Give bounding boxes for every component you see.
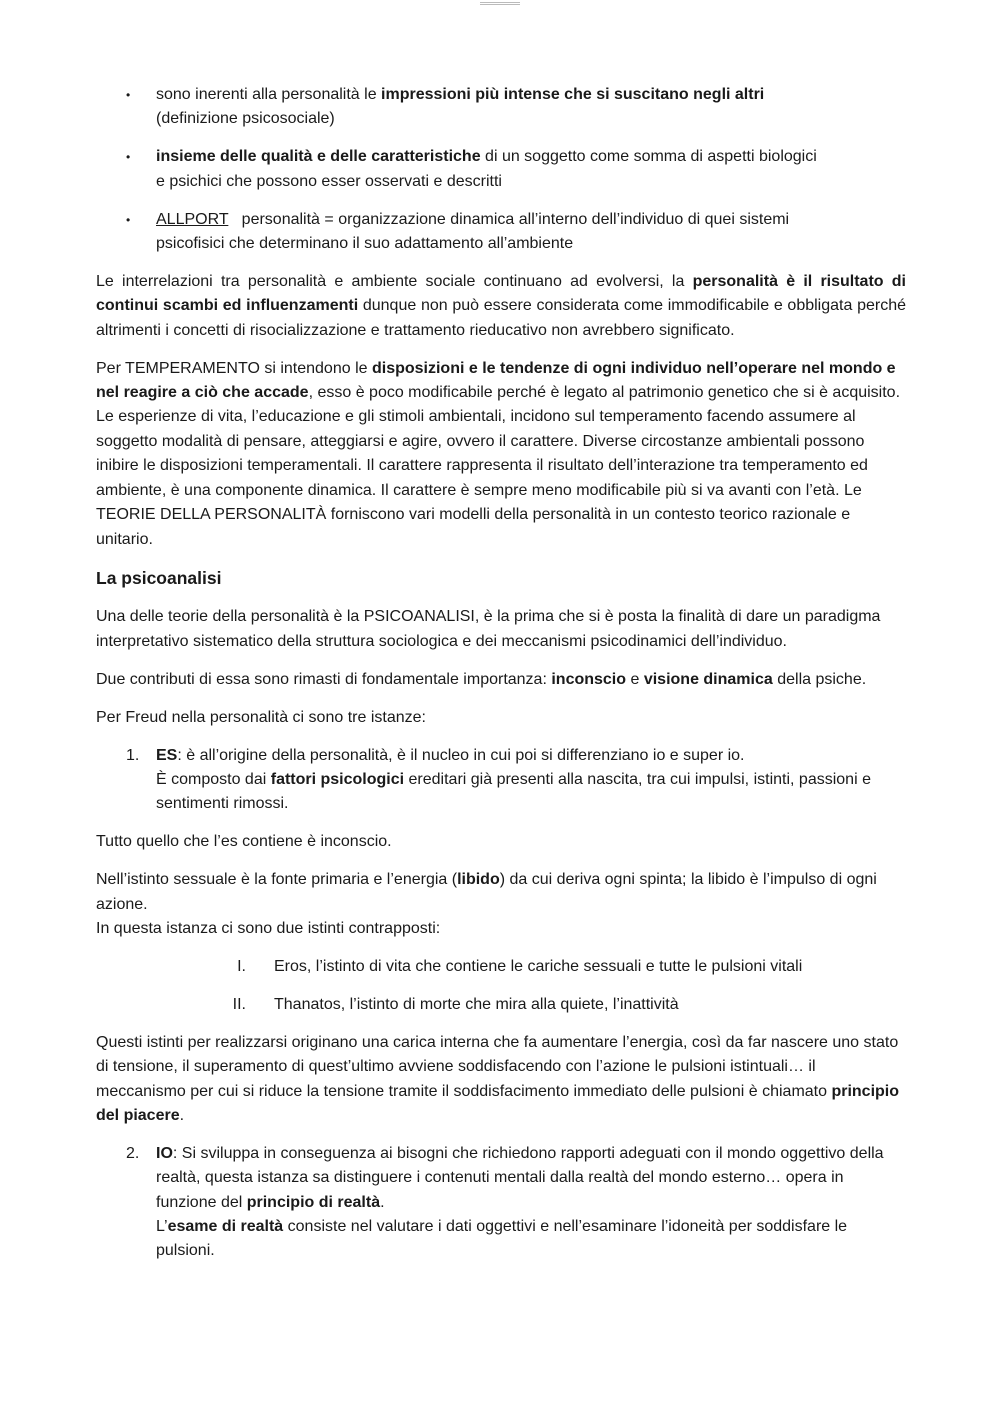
bold-span: personalità è il risultato di continui scambi ed influenzamenti bbox=[96, 272, 907, 315]
paragraph-principio-piacere bbox=[96, 1031, 906, 1129]
roman-number: II. bbox=[232, 995, 246, 1013]
bullet-icon: • bbox=[126, 88, 131, 102]
bullet-text: di un soggetto come somma di aspetti biologici bbox=[480, 148, 817, 166]
paragraph-temperamento bbox=[96, 357, 906, 552]
bold-span: inconscio bbox=[551, 670, 627, 688]
bold-span: esame di realtà bbox=[167, 1218, 284, 1236]
paragraph-freud: Per Freud nella personalità ci sono tre istanze: bbox=[96, 708, 426, 726]
bold-span: disposizioni e le tendenze di ogni individuo nell’operare nel mondo e nel reagire a ciò che accade bbox=[96, 359, 896, 402]
bullet-bold: insieme delle qualità e delle caratteristiche bbox=[156, 148, 481, 166]
bullet-bold: impressioni più intense che si suscitano negli altri bbox=[381, 86, 765, 103]
roman-item-thanatos bbox=[96, 993, 906, 1017]
bullet-text-line2: e psichici che possono esser osservati e descritti bbox=[156, 172, 502, 190]
bold-span: IO bbox=[156, 1144, 173, 1162]
paragraph-psicoanalisi: Una delle teorie della personalità è la PSICOANALISI, è la prima che si è posta la finalità di dare un paradigma interpretativo sistematico della struttura sociologica e dei meccanismi psicodinamici dell’individuo. bbox=[96, 608, 881, 650]
bullet-item bbox=[96, 83, 906, 132]
text-span: L’ bbox=[156, 1218, 168, 1236]
text-span: Le interrelazioni tra personalità e ambiente sociale continuano ad evolversi, la bbox=[96, 272, 693, 290]
bold-span: fattori psicologici bbox=[270, 770, 405, 788]
text-span: Thanatos, l’istinto di morte che mira alla quiete, l’inattività bbox=[274, 995, 679, 1013]
text-span: Nell’istinto sessuale è la fonte primaria e l’energia ( bbox=[96, 871, 458, 889]
bold-span: visione dinamica bbox=[643, 670, 773, 688]
paragraph-contributi bbox=[96, 668, 906, 692]
text-span: consiste nel valutare i dati oggettivi e nell’esaminare l’idoneità per soddisfare le pulsioni. bbox=[156, 1218, 848, 1260]
list-number: 2. bbox=[126, 1144, 140, 1162]
text-span: della psiche. bbox=[772, 670, 867, 688]
bullet-item bbox=[96, 208, 906, 257]
text-span: Per TEMPERAMENTO si intendono le bbox=[96, 359, 372, 377]
paragraph-libido bbox=[96, 868, 906, 941]
bold-span: principio del piacere bbox=[96, 1082, 900, 1124]
text-span: Due contributi di essa sono rimasti di fondamentale importanza: bbox=[96, 670, 552, 688]
text-span: : Si sviluppa in conseguenza ai bisogni che richiedono rapporti adeguati con il mondo oggettivo della realtà, questa istanza sa distinguere i contenuti mentali dalla realtà del mondo esterno… opera in funzione del bbox=[156, 1144, 884, 1211]
text-span: : è all’origine della personalità, è il nucleo in cui poi si differenziano io e super io. bbox=[177, 746, 745, 764]
text-span: Eros, l’istinto di vita che contiene le cariche sessuali e tutte le pulsioni vitali bbox=[274, 957, 803, 975]
allport-underlined: ALLPORT bbox=[156, 210, 229, 228]
text-span: ereditari già presenti alla nascita, tra cui impulsi, istinti, passioni e sentimenti rimossi. bbox=[156, 770, 871, 813]
bold-span: libido bbox=[457, 871, 500, 889]
text-span: In questa istanza ci sono due istinti contrapposti: bbox=[96, 919, 441, 937]
numbered-item-es bbox=[96, 744, 906, 817]
section-heading: La psicoanalisi bbox=[96, 568, 222, 589]
bullet-icon: • bbox=[126, 150, 131, 165]
header-mark bbox=[480, 1, 520, 5]
bold-span: ES bbox=[156, 746, 178, 764]
list-number: 1. bbox=[126, 746, 140, 764]
bullet-text-line2: (definizione psicosociale) bbox=[156, 110, 335, 128]
text-span: È composto dai bbox=[156, 770, 271, 788]
text-span: . bbox=[179, 1106, 185, 1124]
text-span: e bbox=[626, 670, 644, 688]
document-body bbox=[96, 83, 906, 1277]
paragraph-es-inconscio: Tutto quello che l’es contiene è inconscio. bbox=[96, 833, 392, 851]
text-span: , esso è poco modificabile perché è legato al patrimonio genetico che si è acquisito. bbox=[308, 384, 901, 402]
text-span: ) da cui deriva ogni spinta; la libido è l’impulso di ogni azione. bbox=[96, 871, 877, 913]
text-span: . bbox=[380, 1193, 385, 1211]
roman-number: I. bbox=[237, 957, 246, 975]
text-span: Questi istinti per realizzarsi originano una carica interna che fa aumentare l’energia, così da far nascere uno stato di tensione, il superamento di quest’ultimo avviene soddisfacendo con l’azione le pulsioni istintuali… il meccanismo per cui si riduce la tensione tramite il soddisfacimento immediato delle pulsioni è chiamato bbox=[96, 1033, 899, 1100]
text-span: Le esperienze di vita, l’educazione e gli stimoli ambientali, incidono sul temperamento facendo assumere al soggetto modalità di pensare, atteggiarsi e agire, ovvero il carattere. Diverse circostanze ambientali possono inibire le disposizioni temperamentali. Il carattere rappresenta il risultato dell’interazione tra temperamento ed ambiente, è una componente dinamica. Il carattere è sempre meno modificabile più si va avanti con l’età. Le TEORIE DELLA PERSONALITÀ forniscono vari modelli della personalità in un contesto teorico razionale e unitario. bbox=[96, 408, 868, 548]
bullet-icon: • bbox=[126, 212, 131, 227]
text-span: dunque non può essere considerata come immodificabile e obbligata perché altrimenti i concetti di risocializzazione e trattamento rieducativo non avrebbero significato. bbox=[96, 297, 906, 339]
bullet-item bbox=[96, 145, 906, 194]
paragraph-interrelazioni bbox=[96, 270, 906, 343]
bullet-text-line2: psicofisici che determinano il suo adattamento all’ambiente bbox=[156, 235, 574, 253]
bullet-text: personalità = organizzazione dinamica all’interno dell’individuo di quei sistemi bbox=[228, 210, 790, 228]
bold-span: principio di realtà bbox=[246, 1193, 381, 1211]
numbered-item-io bbox=[96, 1142, 906, 1264]
roman-item-eros bbox=[96, 955, 906, 979]
bullet-text: sono inerenti alla personalità le bbox=[156, 86, 382, 103]
